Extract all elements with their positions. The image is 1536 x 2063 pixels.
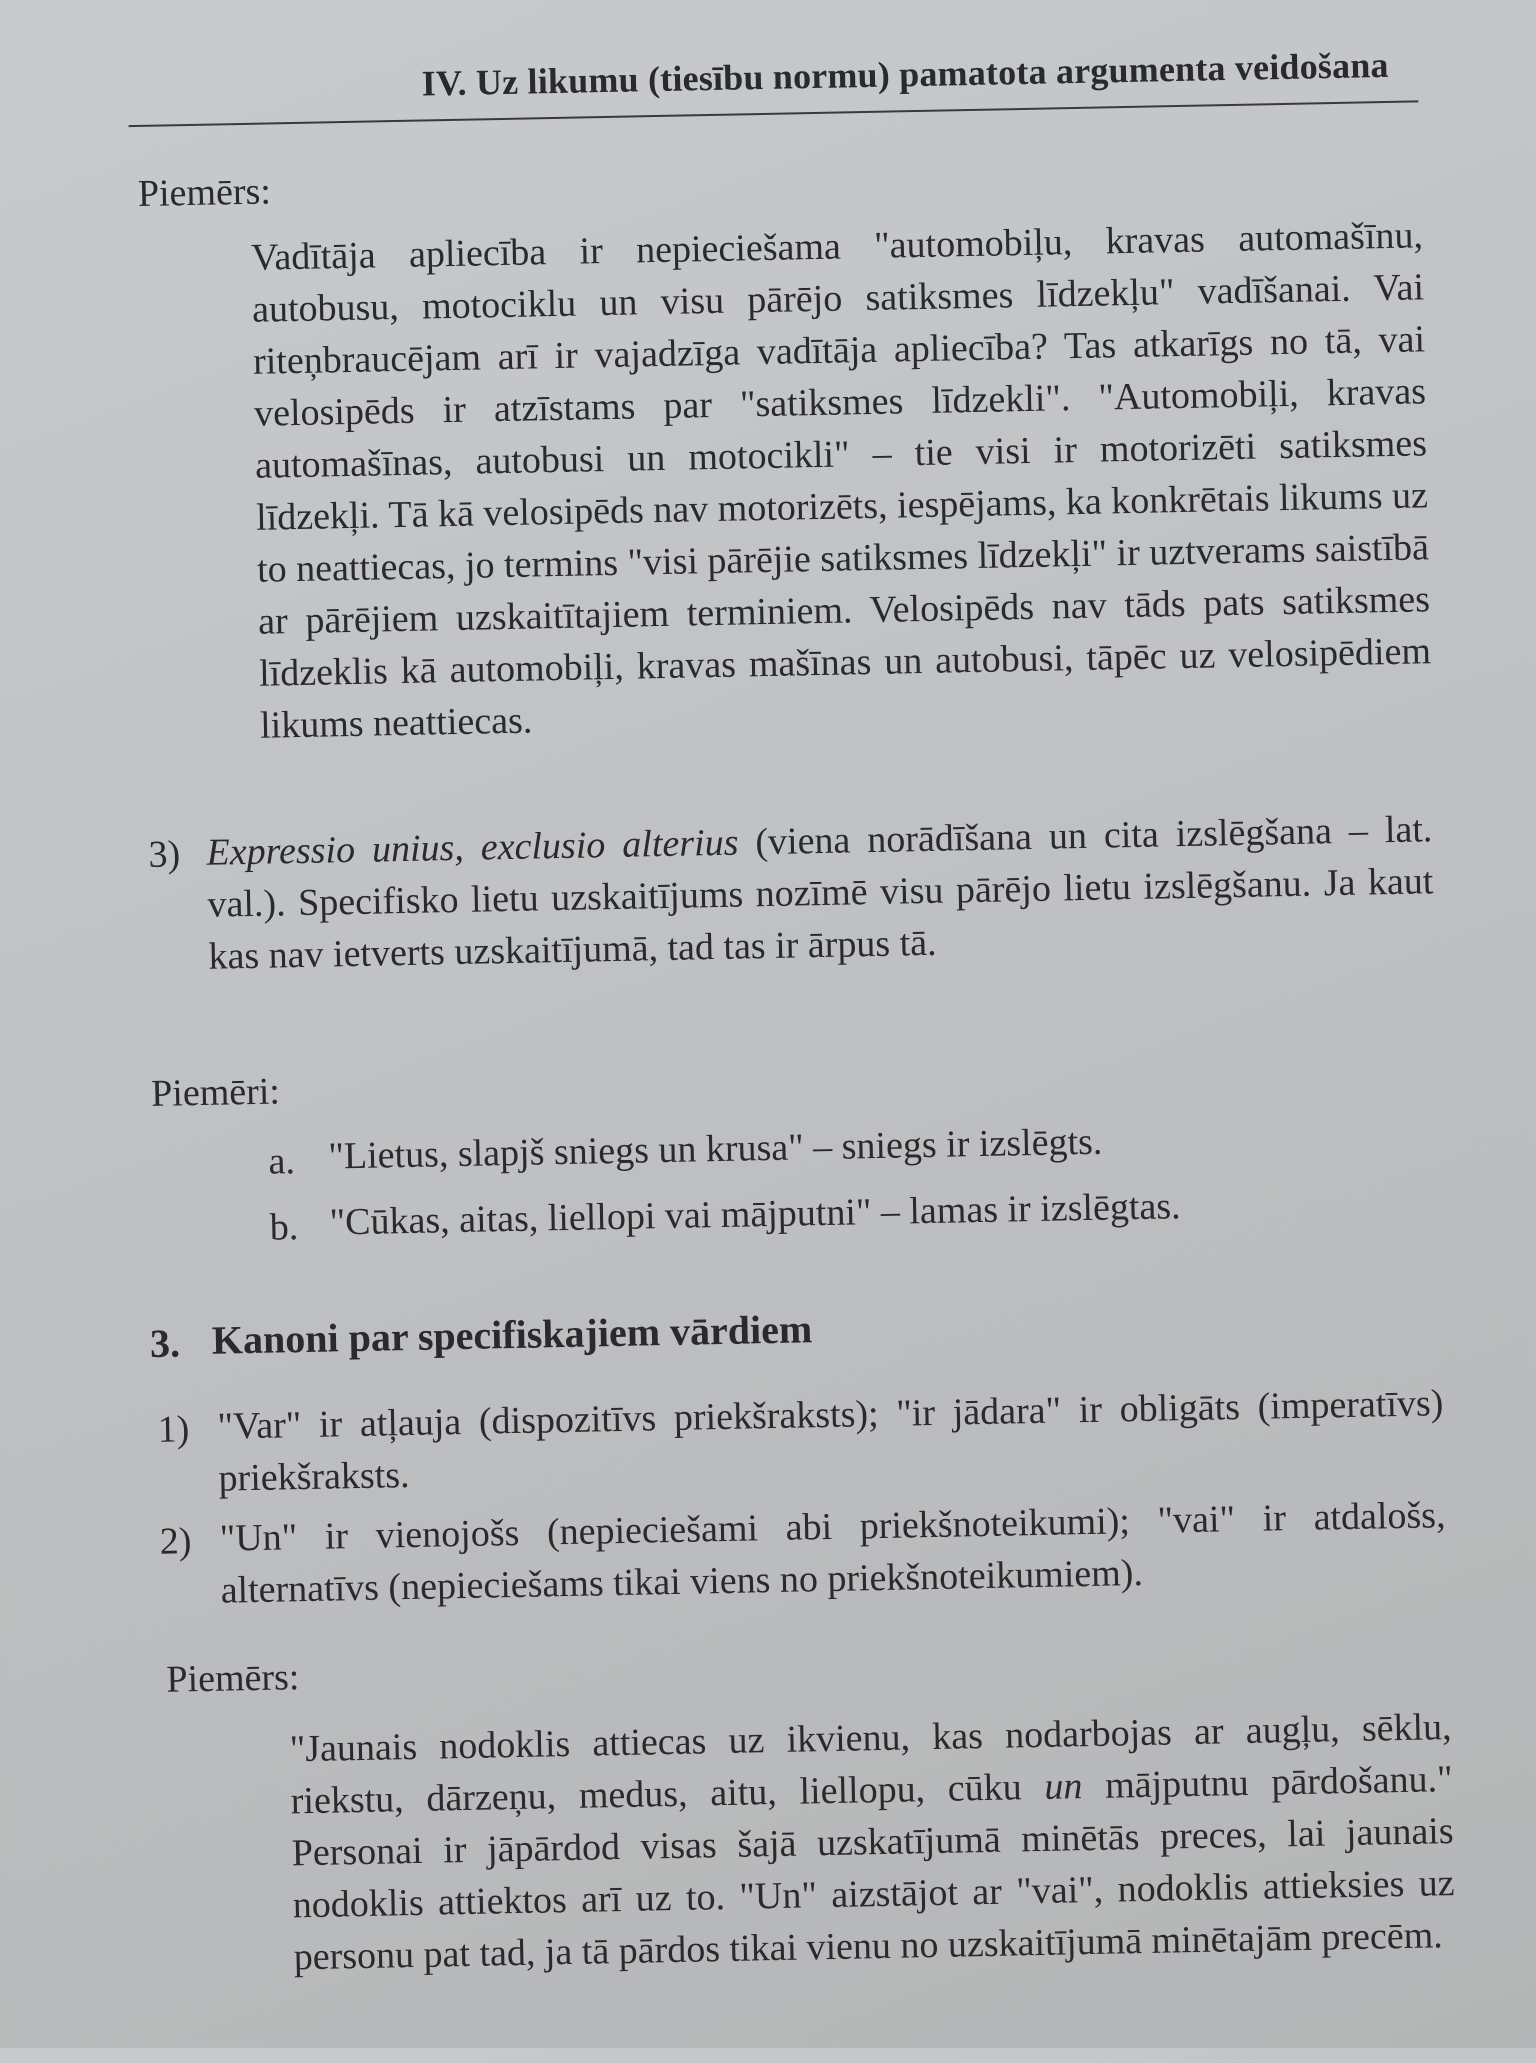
section-title: Kanoni par specifiskajiem vārdiem xyxy=(211,1306,813,1363)
example-paragraph: Vadītāja apliecība ir nepieciešama "automobiļu, kravas automašīnu, autobusu, motociklu un visu pārējo satiksmes līdzekļu" vadīšanai. Vai riteņbraucējam arī ir vajadzīga vadītāja apliecība? Tas atkarīgs no tā, vai velosipēds ir atzīstams par "satiksmes līdzekli". "Automobiļi, kravas automašīnas, autobusi un motocikli" – tie visi ir motorizēti satiksmes līdzekļi. Tā kā velosipēds nav motorizēts, iespējams, ka konkrētais likums uz to neattiecas, jo termins "visi pārējie satiksmes līdzekļi" ir uztverams saistībā ar pārējiem uzskaitītajiem terminiem. Velosipēds nav tāds pats satiksmes līdzeklis kā automobiļi, kravas mašīnas un autobusi, tāpēc uz velosipēdiem likums neattiecas. xyxy=(250,214,1432,747)
example-label: Piemērs: xyxy=(137,170,272,215)
list-item-number: 1) xyxy=(157,1408,190,1451)
list-marker: b. xyxy=(269,1206,299,1249)
list-item-number: 2) xyxy=(159,1520,192,1563)
list-item-text: "Lietus, slapjš sniegs un krusa" – sniegs ir izslēgts. xyxy=(327,1120,1103,1178)
list-marker: a. xyxy=(268,1140,296,1183)
running-header: IV. Uz likumu (tiesību normu) pamatota argumenta veidošana xyxy=(421,44,1390,104)
header-rule xyxy=(129,100,1419,127)
example-text-end: mājputnu pārdošanu." Personai ir jāpārdod visas šajā uzskatījumā minētās preces, lai jaunais nodoklis attiektos arī uz to. "Un" aizstājot ar "vai", nodoklis attieksies uz personu pat tad, ja tā pārdos tikai vienu no uzskaitījumā minētajām precēm. xyxy=(291,1758,1455,1979)
list-item-number: 3) xyxy=(148,833,181,876)
list-item-text: "Var" ir atļauja (dispozitīvs priekšraksts); "ir jādara" ir obligāts (imperatīvs) priekšraksts. xyxy=(217,1382,1444,1500)
item-description: (viena norādīšana un cita izslēgšana – lat. val.). Specifisko lietu uzskaitījums nozīmē visu pārējo lietu izslēgšanu. Ja kaut kas nav ietverts uzskaitījumā, tad tas ir ārpus tā. xyxy=(207,808,1434,978)
example-paragraph xyxy=(289,1701,1456,1983)
list-item-text: "Cūkas, aitas, liellopi vai mājputni" – lamas ir izslēgtas. xyxy=(329,1185,1181,1244)
section-number: 3. xyxy=(149,1320,181,1366)
emphasized-word: un xyxy=(1044,1765,1083,1808)
examples-label: Piemēri: xyxy=(150,1070,281,1115)
list-item-text xyxy=(206,803,1435,983)
example-text-start: "Jaunais nodoklis attiecas uz ikvienu, kas nodarbojas ar augļu, sēklu, riekstu, dārzeņu, medus, aitu, liellopu, cūku xyxy=(289,1706,1452,1823)
example-label: Piemērs: xyxy=(166,1656,300,1701)
list-item-text: "Un" ir vienojošs (nepieciešami abi priekšnoteikumi); "vai" ir atdalošs, alternatīvs (nepieciešams tikai viens no priekšnoteikumiem). xyxy=(219,1494,1446,1612)
latin-phrase: Expressio unius, exclusio alterius xyxy=(206,821,739,874)
